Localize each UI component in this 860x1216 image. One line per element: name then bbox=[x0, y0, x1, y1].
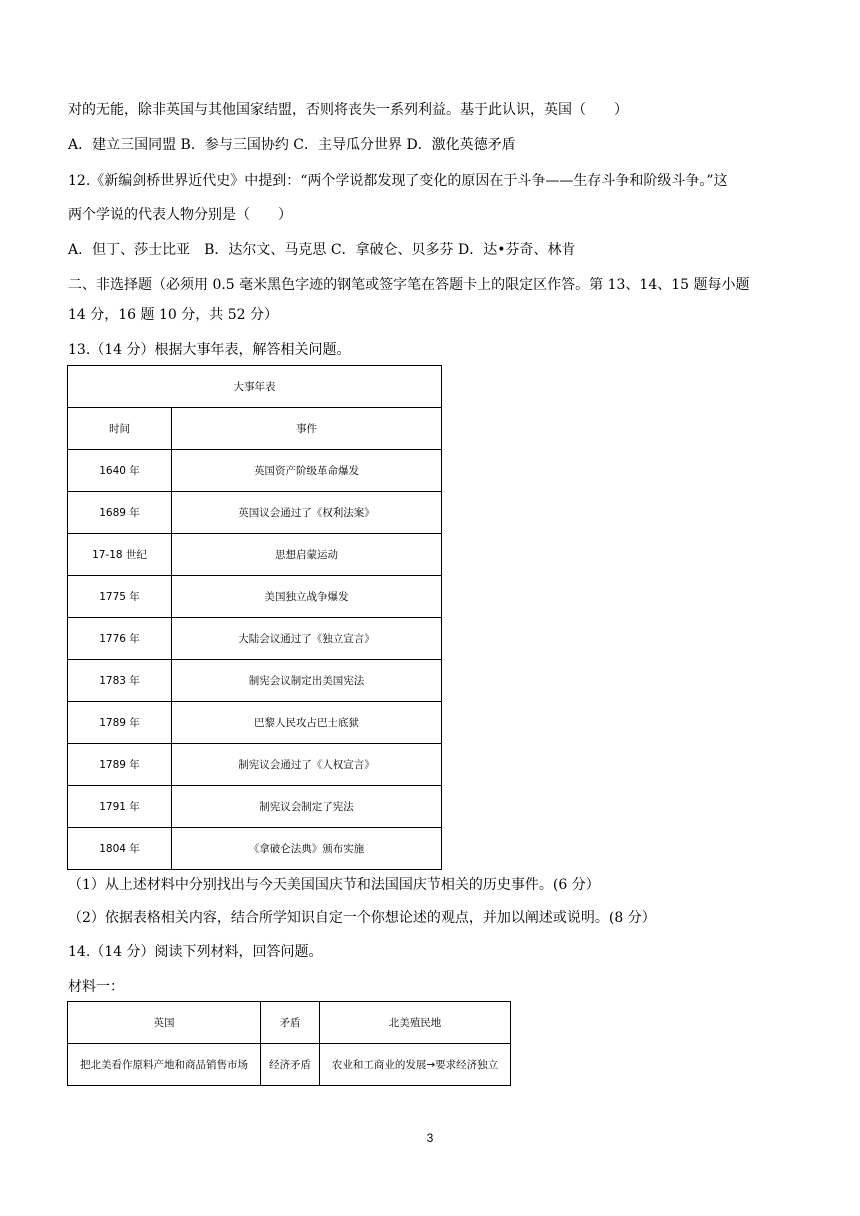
row-time: 1640 年 bbox=[68, 450, 172, 492]
row-event: 制宪议会通过了《人权宣言》 bbox=[172, 744, 442, 786]
row-event: 英国议会通过了《权利法案》 bbox=[172, 492, 442, 534]
row-time: 1789 年 bbox=[68, 744, 172, 786]
section-2-heading: 二、非选择题（必须用 0.5 毫米黑色字迹的钢笔或签字笔在答题卡上的限定区作答。第 13、14、15 题每小题 bbox=[68, 277, 750, 293]
page-number: 3 bbox=[426, 1131, 434, 1145]
table-row bbox=[68, 450, 442, 492]
text-line: 对的无能，除非英国与其他国家结盟，否则将丧失一系列利益。基于此认识，英国（ ） bbox=[68, 102, 628, 118]
header-colonies: 北美殖民地 bbox=[320, 1002, 511, 1044]
table-row bbox=[68, 576, 442, 618]
row-time: 1791 年 bbox=[68, 786, 172, 828]
row-event: 巴黎人民攻占巴士底狱 bbox=[172, 702, 442, 744]
table-row bbox=[68, 744, 442, 786]
cell-colonies: 农业和工商业的发展→要求经济独立 bbox=[320, 1044, 511, 1086]
row-event: 《拿破仑法典》颁布实施 bbox=[172, 828, 442, 870]
table-row bbox=[68, 1044, 511, 1086]
cell-britain: 把北美看作原料产地和商品销售市场 bbox=[68, 1044, 261, 1086]
table-row bbox=[68, 618, 442, 660]
question-11-options: A．建立三国同盟 B．参与三国协约 C．主导瓜分世界 D．激化英德矛盾 bbox=[68, 137, 516, 153]
row-event: 制宪议会制定了宪法 bbox=[172, 786, 442, 828]
header-time: 时间 bbox=[68, 408, 172, 450]
header-britain: 英国 bbox=[68, 1002, 261, 1044]
table-row bbox=[68, 660, 442, 702]
row-event: 美国独立战争爆发 bbox=[172, 576, 442, 618]
header-event: 事件 bbox=[172, 408, 442, 450]
row-time: 1783 年 bbox=[68, 660, 172, 702]
cell-contradiction: 经济矛盾 bbox=[261, 1044, 320, 1086]
contradiction-table bbox=[67, 1001, 511, 1086]
question-12-stem-cont: 两个学说的代表人物分别是（ ） bbox=[68, 207, 292, 223]
table-row bbox=[68, 534, 442, 576]
question-13-part-2: （2）依据表格相关内容，结合所学知识自定一个你想论述的观点，并加以阐述或说明。(8 分） bbox=[68, 910, 656, 926]
material-1-label: 材料一： bbox=[68, 979, 124, 995]
question-12-stem: 12.《新编剑桥世界近代史》中提到：“两个学说都发现了变化的原因在于斗争——生存斗争和阶级斗争。”这 bbox=[68, 173, 728, 189]
table-row bbox=[68, 492, 442, 534]
question-13-stem: 13.（14 分）根据大事年表，解答相关问题。 bbox=[68, 342, 351, 358]
question-12-options: A．但丁、莎士比亚 B．达尔文、马克思 C．拿破仑、贝多芬 D．达•芬奇、林肯 bbox=[68, 242, 576, 258]
section-2-heading-cont: 14 分，16 题 10 分，共 52 分） bbox=[68, 307, 278, 323]
row-time: 1689 年 bbox=[68, 492, 172, 534]
table-title: 大事年表 bbox=[68, 366, 442, 408]
row-event: 思想启蒙运动 bbox=[172, 534, 442, 576]
row-time: 1775 年 bbox=[68, 576, 172, 618]
row-event: 大陆会议通过了《独立宣言》 bbox=[172, 618, 442, 660]
table-row bbox=[68, 828, 442, 870]
row-event: 英国资产阶级革命爆发 bbox=[172, 450, 442, 492]
question-13-part-1: （1）从上述材料中分别找出与今天美国国庆节和法国国庆节相关的历史事件。(6 分） bbox=[68, 877, 600, 893]
table-row bbox=[68, 786, 442, 828]
header-contradiction: 矛盾 bbox=[261, 1002, 320, 1044]
row-time: 1789 年 bbox=[68, 702, 172, 744]
chronology-table bbox=[67, 365, 442, 870]
row-time: 17-18 世纪 bbox=[68, 534, 172, 576]
question-14-stem: 14.（14 分）阅读下列材料，回答问题。 bbox=[68, 944, 323, 960]
row-time: 1776 年 bbox=[68, 618, 172, 660]
table-row bbox=[68, 702, 442, 744]
row-event: 制宪会议制定出美国宪法 bbox=[172, 660, 442, 702]
row-time: 1804 年 bbox=[68, 828, 172, 870]
